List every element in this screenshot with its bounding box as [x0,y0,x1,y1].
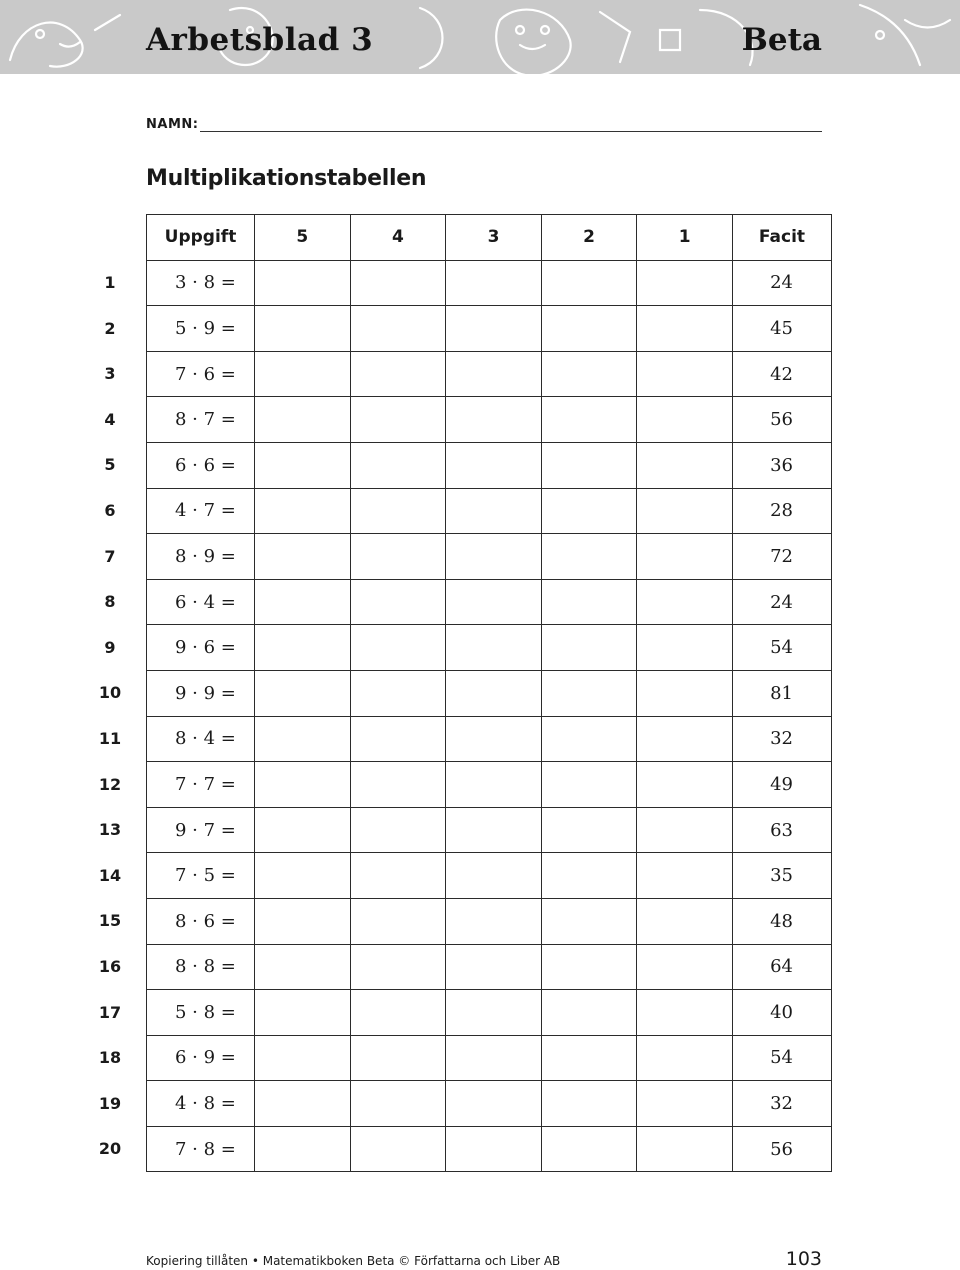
task-cell: 7 · 5 = [147,853,255,899]
answer-box-cell[interactable] [637,716,733,762]
name-input-line[interactable] [200,131,822,132]
answer-box-cell[interactable] [255,1035,351,1081]
facit-cell: 63 [732,807,831,853]
answer-box-cell[interactable] [637,853,733,899]
answer-box-cell[interactable] [350,990,446,1036]
facit-cell: 72 [732,534,831,580]
row-number: 20 [98,1139,122,1159]
facit-cell: 45 [732,306,831,352]
section-heading: Multiplikationstabellen [146,166,427,191]
task-cell: 9 · 7 = [147,807,255,853]
answer-box-cell[interactable] [637,1126,733,1172]
answer-box-cell[interactable] [637,625,733,671]
row-number: 18 [98,1048,122,1068]
answer-box-cell[interactable] [446,762,542,808]
facit-cell: 54 [732,625,831,671]
row-number: 14 [98,865,122,885]
answer-box-cell[interactable] [637,260,733,306]
answer-box-cell[interactable] [446,351,542,397]
answer-box-cell[interactable] [350,807,446,853]
answer-box-cell[interactable] [541,488,637,534]
answer-box-cell[interactable] [541,351,637,397]
answer-box-cell[interactable] [350,625,446,671]
answer-box-cell[interactable] [446,397,542,443]
answer-box-cell[interactable] [446,260,542,306]
answer-box-cell[interactable] [446,990,542,1036]
answer-box-cell[interactable] [637,442,733,488]
task-cell: 9 · 6 = [147,625,255,671]
answer-box-cell[interactable] [255,306,351,352]
row-number: 17 [98,1002,122,1022]
answer-box-cell[interactable] [350,670,446,716]
name-label: NAMN: [146,117,199,132]
answer-box-cell[interactable] [255,534,351,580]
answer-box-cell[interactable] [541,1081,637,1127]
sheet-title: Arbetsblad 3 [146,22,374,58]
table-row [147,762,832,808]
answer-box-cell[interactable] [637,351,733,397]
facit-cell: 35 [732,853,831,899]
answer-box-cell[interactable] [541,990,637,1036]
header-2: 2 [541,215,637,261]
row-number: 19 [98,1093,122,1113]
table-row [147,534,832,580]
table-row [147,990,832,1036]
answer-box-cell[interactable] [255,807,351,853]
answer-box-cell[interactable] [446,534,542,580]
table-row [147,670,832,716]
row-number: 8 [104,592,116,612]
task-cell: 5 · 8 = [147,990,255,1036]
answer-box-cell[interactable] [541,670,637,716]
answer-box-cell[interactable] [350,260,446,306]
task-cell: 9 · 9 = [147,670,255,716]
answer-box-cell[interactable] [255,762,351,808]
answer-box-cell[interactable] [637,944,733,990]
header-uppgift: Uppgift [147,215,255,261]
row-number: 9 [104,637,116,657]
facit-cell: 81 [732,670,831,716]
table-row [147,944,832,990]
task-cell: 4 · 7 = [147,488,255,534]
row-number: 1 [104,273,116,292]
answer-box-cell[interactable] [255,944,351,990]
facit-cell: 48 [732,898,831,944]
answer-box-cell[interactable] [637,579,733,625]
header-3: 3 [446,215,542,261]
header-1: 1 [637,215,733,261]
header-4: 4 [350,215,446,261]
answer-box-cell[interactable] [541,306,637,352]
table-row [147,306,832,352]
answer-box-cell[interactable] [446,944,542,990]
multiplication-table [146,214,832,1172]
answer-box-cell[interactable] [637,898,733,944]
table-row [147,579,832,625]
answer-box-cell[interactable] [350,898,446,944]
table-row [147,898,832,944]
facit-cell: 24 [732,579,831,625]
row-number: 3 [104,364,116,384]
table-row [147,853,832,899]
task-cell: 6 · 4 = [147,579,255,625]
task-cell: 4 · 8 = [147,1081,255,1127]
table-header-row [147,215,832,261]
answer-box-cell[interactable] [541,397,637,443]
facit-cell: 36 [732,442,831,488]
answer-box-cell[interactable] [350,944,446,990]
table-row [147,260,832,306]
table-row [147,1035,832,1081]
answer-box-cell[interactable] [446,807,542,853]
facit-cell: 32 [732,1081,831,1127]
table-row [147,442,832,488]
table-row [147,488,832,534]
row-number: 15 [98,911,122,931]
footer-text: Kopiering tillåten • Matematikboken Beta © Författarna och Liber AB [146,1254,561,1268]
facit-cell: 56 [732,1126,831,1172]
task-cell: 8 · 7 = [147,397,255,443]
answer-box-cell[interactable] [255,1126,351,1172]
answer-box-cell[interactable] [350,1081,446,1127]
answer-box-cell[interactable] [637,990,733,1036]
answer-box-cell[interactable] [541,1035,637,1081]
answer-box-cell[interactable] [541,944,637,990]
answer-box-cell[interactable] [446,1035,542,1081]
answer-box-cell[interactable] [350,762,446,808]
answer-box-cell[interactable] [446,1126,542,1172]
row-number: 6 [104,500,116,520]
answer-box-cell[interactable] [637,306,733,352]
table-row [147,716,832,762]
answer-box-cell[interactable] [350,1126,446,1172]
header-5: 5 [255,215,351,261]
table-row [147,397,832,443]
header-band [0,0,960,74]
answer-box-cell[interactable] [637,1035,733,1081]
facit-cell: 40 [732,990,831,1036]
answer-box-cell[interactable] [350,716,446,762]
answer-box-cell[interactable] [446,488,542,534]
answer-box-cell[interactable] [446,579,542,625]
answer-box-cell[interactable] [255,351,351,397]
answer-box-cell[interactable] [541,579,637,625]
task-cell: 7 · 6 = [147,351,255,397]
answer-box-cell[interactable] [255,670,351,716]
table-row [147,625,832,671]
answer-box-cell[interactable] [350,534,446,580]
answer-box-cell[interactable] [446,670,542,716]
answer-box-cell[interactable] [446,442,542,488]
answer-box-cell[interactable] [541,853,637,899]
row-number: 13 [98,820,122,840]
answer-box-cell[interactable] [637,670,733,716]
answer-box-cell[interactable] [541,762,637,808]
answer-box-cell[interactable] [350,397,446,443]
answer-box-cell[interactable] [255,716,351,762]
task-cell: 7 · 8 = [147,1126,255,1172]
answer-box-cell[interactable] [350,306,446,352]
task-cell: 8 · 8 = [147,944,255,990]
answer-box-cell[interactable] [255,397,351,443]
answer-box-cell[interactable] [541,716,637,762]
row-number: 10 [98,683,122,703]
answer-box-cell[interactable] [255,579,351,625]
task-cell: 8 · 4 = [147,716,255,762]
answer-box-cell[interactable] [541,1126,637,1172]
row-number: 12 [98,774,122,794]
answer-box-cell[interactable] [446,1081,542,1127]
facit-cell: 64 [732,944,831,990]
answer-box-cell[interactable] [255,625,351,671]
row-number: 11 [98,728,122,748]
facit-cell: 49 [732,762,831,808]
facit-cell: 54 [732,1035,831,1081]
answer-box-cell[interactable] [541,442,637,488]
facit-cell: 42 [732,351,831,397]
facit-cell: 32 [732,716,831,762]
book-title: Beta [741,22,822,58]
task-cell: 8 · 6 = [147,898,255,944]
table-row [147,807,832,853]
answer-box-cell[interactable] [255,442,351,488]
page-number: 103 [785,1248,822,1270]
row-number: 2 [104,318,116,338]
answer-box-cell[interactable] [350,1035,446,1081]
facit-cell: 24 [732,260,831,306]
answer-box-cell[interactable] [637,762,733,808]
answer-box-cell[interactable] [255,990,351,1036]
answer-box-cell[interactable] [637,807,733,853]
row-number-column [90,260,130,1172]
answer-box-cell[interactable] [255,260,351,306]
table-row [147,1081,832,1127]
task-cell: 8 · 9 = [147,534,255,580]
answer-box-cell[interactable] [350,442,446,488]
answer-box-cell[interactable] [350,488,446,534]
answer-box-cell[interactable] [541,534,637,580]
answer-box-cell[interactable] [350,579,446,625]
answer-box-cell[interactable] [255,853,351,899]
answer-box-cell[interactable] [446,625,542,671]
facit-cell: 56 [732,397,831,443]
answer-box-cell[interactable] [637,1081,733,1127]
answer-box-cell[interactable] [541,625,637,671]
header-facit: Facit [732,215,831,261]
answer-box-cell[interactable] [637,534,733,580]
answer-box-cell[interactable] [255,488,351,534]
row-number: 16 [98,956,122,976]
answer-box-cell[interactable] [350,351,446,397]
answer-box-cell[interactable] [446,853,542,899]
table-row [147,1126,832,1172]
task-cell: 5 · 9 = [147,306,255,352]
row-number: 5 [104,455,116,475]
answer-box-cell[interactable] [446,898,542,944]
row-number: 7 [104,546,116,566]
answer-box-cell[interactable] [446,306,542,352]
answer-box-cell[interactable] [255,1081,351,1127]
answer-box-cell[interactable] [446,716,542,762]
answer-box-cell[interactable] [637,488,733,534]
answer-box-cell[interactable] [541,260,637,306]
answer-box-cell[interactable] [541,898,637,944]
task-cell: 3 · 8 = [147,260,255,306]
answer-box-cell[interactable] [350,853,446,899]
facit-cell: 28 [732,488,831,534]
task-cell: 6 · 9 = [147,1035,255,1081]
row-number: 4 [104,409,116,429]
table-row [147,351,832,397]
task-cell: 6 · 6 = [147,442,255,488]
answer-box-cell[interactable] [637,397,733,443]
answer-box-cell[interactable] [255,898,351,944]
answer-box-cell[interactable] [541,807,637,853]
task-cell: 7 · 7 = [147,762,255,808]
